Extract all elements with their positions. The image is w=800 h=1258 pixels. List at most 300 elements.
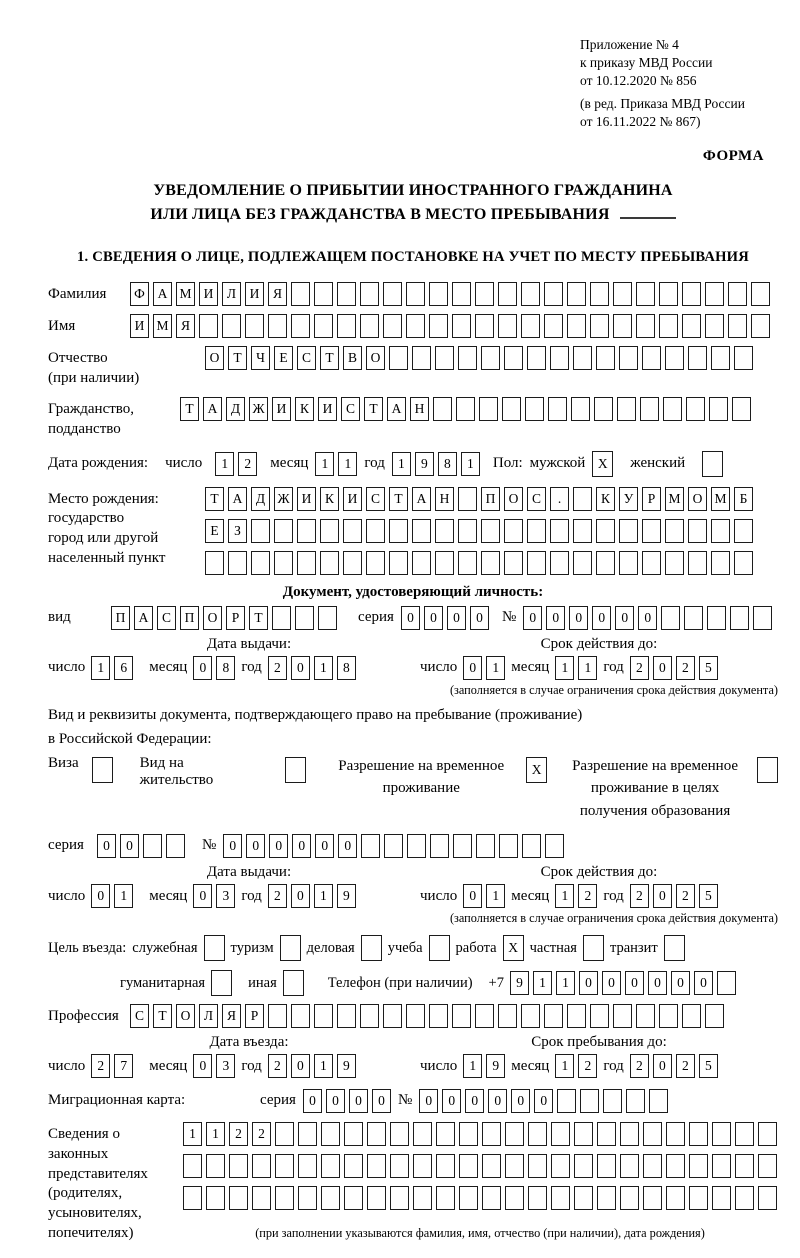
char-cell[interactable]: Т [153,1004,172,1028]
char-cell[interactable] [268,314,287,338]
char-cell[interactable] [732,397,751,421]
char-cell[interactable] [291,1004,310,1028]
char-cell[interactable]: 0 [569,606,588,630]
char-cell[interactable] [206,1186,225,1210]
char-cell[interactable] [314,1004,333,1028]
char-cell[interactable] [525,397,544,421]
char-cell[interactable] [649,1089,668,1113]
char-cell[interactable] [482,1154,501,1178]
char-cell[interactable]: 0 [326,1089,345,1113]
char-cell[interactable]: 2 [630,1054,649,1078]
char-cell[interactable] [642,551,661,575]
char-cell[interactable] [475,1004,494,1028]
char-cell[interactable] [728,282,747,306]
char-cell[interactable] [682,1004,701,1028]
char-cell[interactable]: 5 [699,884,718,908]
char-cell[interactable]: 0 [615,606,634,630]
char-cell[interactable]: 1 [578,656,597,680]
char-cell[interactable] [504,519,523,543]
char-cell[interactable]: 1 [533,971,552,995]
char-cell[interactable] [596,519,615,543]
char-cell[interactable]: Л [199,1004,218,1028]
char-cell[interactable]: О [688,487,707,511]
char-cell[interactable] [452,282,471,306]
char-cell[interactable] [407,834,426,858]
char-cell[interactable]: А [387,397,406,421]
char-cell[interactable] [505,1122,524,1146]
char-cell[interactable]: 0 [653,656,672,680]
char-cell[interactable] [297,551,316,575]
char-cell[interactable] [665,551,684,575]
char-cell[interactable]: 1 [206,1122,225,1146]
char-cell[interactable] [459,1186,478,1210]
char-cell[interactable] [642,346,661,370]
char-cell[interactable] [505,1186,524,1210]
char-cell[interactable] [344,1122,363,1146]
char-cell[interactable] [551,1122,570,1146]
char-cell[interactable] [682,314,701,338]
char-cell[interactable] [620,1154,639,1178]
char-cell[interactable]: 6 [114,656,133,680]
char-cell[interactable] [613,282,632,306]
char-cell[interactable]: 0 [419,1089,438,1113]
char-cell[interactable] [321,1154,340,1178]
char-cell[interactable]: Р [245,1004,264,1028]
char-cell[interactable] [275,1186,294,1210]
char-cell[interactable] [476,834,495,858]
char-cell[interactable] [664,935,685,961]
char-cell[interactable] [295,606,314,630]
char-cell[interactable]: О [366,346,385,370]
char-cell[interactable]: К [295,397,314,421]
char-cell[interactable] [504,551,523,575]
char-cell[interactable]: С [130,1004,149,1028]
char-cell[interactable] [367,1186,386,1210]
char-cell[interactable] [252,1154,271,1178]
char-cell[interactable]: 2 [238,452,257,476]
char-cell[interactable] [557,1089,576,1113]
char-cell[interactable]: Т [228,346,247,370]
char-cell[interactable] [183,1154,202,1178]
char-cell[interactable] [689,1122,708,1146]
char-cell[interactable] [571,397,590,421]
char-cell[interactable] [406,1004,425,1028]
char-cell[interactable]: 3 [216,884,235,908]
char-cell[interactable] [291,282,310,306]
char-cell[interactable] [458,519,477,543]
char-cell[interactable]: 2 [578,1054,597,1078]
char-cell[interactable] [344,1186,363,1210]
char-cell[interactable] [337,1004,356,1028]
char-cell[interactable] [452,1004,471,1028]
char-cell[interactable]: Т [389,487,408,511]
char-cell[interactable] [751,282,770,306]
char-cell[interactable]: 0 [193,1054,212,1078]
char-cell[interactable]: Я [222,1004,241,1028]
char-cell[interactable] [298,1122,317,1146]
char-cell[interactable]: Е [274,346,293,370]
char-cell[interactable] [285,757,306,783]
char-cell[interactable] [735,1122,754,1146]
char-cell[interactable]: С [527,487,546,511]
char-cell[interactable]: 8 [216,656,235,680]
char-cell[interactable]: 1 [463,1054,482,1078]
char-cell[interactable]: 1 [314,884,333,908]
char-cell[interactable] [274,519,293,543]
char-cell[interactable] [527,519,546,543]
char-cell[interactable] [251,551,270,575]
char-cell[interactable] [390,1154,409,1178]
char-cell[interactable] [481,346,500,370]
char-cell[interactable]: О [203,606,222,630]
char-cell[interactable] [590,282,609,306]
char-cell[interactable] [751,314,770,338]
char-cell[interactable] [758,1154,777,1178]
char-cell[interactable] [413,1186,432,1210]
char-cell[interactable]: 0 [653,884,672,908]
char-cell[interactable]: С [157,606,176,630]
char-cell[interactable] [734,346,753,370]
char-cell[interactable] [204,935,225,961]
char-cell[interactable]: Ж [249,397,268,421]
char-cell[interactable] [688,346,707,370]
char-cell[interactable]: 7 [114,1054,133,1078]
char-cell[interactable] [613,1004,632,1028]
char-cell[interactable] [361,834,380,858]
char-cell[interactable]: 0 [671,971,690,995]
char-cell[interactable] [548,397,567,421]
char-cell[interactable] [528,1186,547,1210]
char-cell[interactable] [619,519,638,543]
char-cell[interactable] [689,1154,708,1178]
char-cell[interactable] [337,282,356,306]
char-cell[interactable]: 0 [246,834,265,858]
char-cell[interactable] [617,397,636,421]
char-cell[interactable] [367,1154,386,1178]
char-cell[interactable]: 1 [314,1054,333,1078]
char-cell[interactable] [734,551,753,575]
char-cell[interactable] [551,1154,570,1178]
char-cell[interactable] [619,551,638,575]
char-cell[interactable]: Ж [274,487,293,511]
char-cell[interactable]: 0 [91,884,110,908]
char-cell[interactable] [688,519,707,543]
char-cell[interactable] [735,1186,754,1210]
char-cell[interactable]: 0 [442,1089,461,1113]
char-cell[interactable] [590,1004,609,1028]
char-cell[interactable] [498,314,517,338]
char-cell[interactable]: 0 [592,606,611,630]
char-cell[interactable] [283,970,304,996]
char-cell[interactable]: 0 [546,606,565,630]
char-cell[interactable]: И [272,397,291,421]
char-cell[interactable]: Б [734,487,753,511]
char-cell[interactable] [343,519,362,543]
char-cell[interactable]: 0 [465,1089,484,1113]
char-cell[interactable]: 0 [653,1054,672,1078]
char-cell[interactable]: 1 [555,656,574,680]
char-cell[interactable] [707,606,726,630]
char-cell[interactable]: Н [435,487,454,511]
char-cell[interactable] [642,519,661,543]
char-cell[interactable]: О [176,1004,195,1028]
char-cell[interactable]: 1 [555,884,574,908]
char-cell[interactable]: 0 [488,1089,507,1113]
char-cell[interactable] [298,1186,317,1210]
char-cell[interactable] [528,1122,547,1146]
char-cell[interactable] [659,282,678,306]
char-cell[interactable] [603,1089,622,1113]
char-cell[interactable]: Т [320,346,339,370]
char-cell[interactable] [481,519,500,543]
char-cell[interactable]: Я [176,314,195,338]
char-cell[interactable]: 1 [91,656,110,680]
char-cell[interactable] [298,1154,317,1178]
char-cell[interactable] [636,282,655,306]
char-cell[interactable] [475,314,494,338]
char-cell[interactable] [712,1122,731,1146]
char-cell[interactable] [344,1154,363,1178]
char-cell[interactable] [689,1186,708,1210]
char-cell[interactable] [550,519,569,543]
char-cell[interactable]: Т [364,397,383,421]
char-cell[interactable]: 2 [268,884,287,908]
char-cell[interactable] [596,346,615,370]
char-cell[interactable] [383,282,402,306]
char-cell[interactable] [458,487,477,511]
char-cell[interactable] [275,1154,294,1178]
char-cell[interactable] [280,935,301,961]
char-cell[interactable] [711,551,730,575]
char-cell[interactable] [436,1186,455,1210]
char-cell[interactable] [712,1154,731,1178]
char-cell[interactable]: О [504,487,523,511]
char-cell[interactable]: П [180,606,199,630]
char-cell[interactable]: И [343,487,362,511]
char-cell[interactable]: 0 [424,606,443,630]
char-cell[interactable] [433,397,452,421]
char-cell[interactable]: 0 [338,834,357,858]
char-cell[interactable] [626,1089,645,1113]
char-cell[interactable] [251,519,270,543]
char-cell[interactable] [613,314,632,338]
char-cell[interactable] [620,1122,639,1146]
char-cell[interactable] [229,1154,248,1178]
char-cell[interactable] [567,282,586,306]
char-cell[interactable]: Ф [130,282,149,306]
char-cell[interactable]: А [228,487,247,511]
char-cell[interactable]: 2 [268,1054,287,1078]
char-cell[interactable]: И [297,487,316,511]
char-cell[interactable]: 0 [638,606,657,630]
char-cell[interactable] [458,346,477,370]
char-cell[interactable] [199,314,218,338]
char-cell[interactable] [482,1122,501,1146]
char-cell[interactable] [527,346,546,370]
char-cell[interactable] [498,1004,517,1028]
char-cell[interactable] [711,346,730,370]
char-cell[interactable]: X [503,935,524,961]
char-cell[interactable] [574,1186,593,1210]
char-cell[interactable] [574,1122,593,1146]
char-cell[interactable] [758,1186,777,1210]
char-cell[interactable] [453,834,472,858]
char-cell[interactable] [636,314,655,338]
char-cell[interactable]: 2 [252,1122,271,1146]
char-cell[interactable] [573,519,592,543]
char-cell[interactable] [429,282,448,306]
char-cell[interactable] [458,551,477,575]
char-cell[interactable] [456,397,475,421]
char-cell[interactable] [274,551,293,575]
char-cell[interactable]: А [134,606,153,630]
char-cell[interactable]: 0 [303,1089,322,1113]
char-cell[interactable] [522,834,541,858]
char-cell[interactable] [734,519,753,543]
char-cell[interactable]: М [665,487,684,511]
char-cell[interactable] [383,314,402,338]
char-cell[interactable] [573,551,592,575]
char-cell[interactable] [730,606,749,630]
char-cell[interactable] [166,834,185,858]
char-cell[interactable]: В [343,346,362,370]
char-cell[interactable] [459,1122,478,1146]
char-cell[interactable]: 1 [555,1054,574,1078]
char-cell[interactable] [429,314,448,338]
char-cell[interactable]: 1 [392,452,411,476]
char-cell[interactable] [643,1154,662,1178]
char-cell[interactable]: 1 [215,452,234,476]
char-cell[interactable] [596,551,615,575]
char-cell[interactable] [143,834,162,858]
char-cell[interactable]: А [203,397,222,421]
char-cell[interactable] [321,1122,340,1146]
char-cell[interactable] [252,1186,271,1210]
char-cell[interactable]: 0 [648,971,667,995]
char-cell[interactable] [314,282,333,306]
char-cell[interactable] [702,451,723,477]
char-cell[interactable] [728,314,747,338]
char-cell[interactable] [229,1186,248,1210]
char-cell[interactable]: 0 [372,1089,391,1113]
char-cell[interactable] [620,1186,639,1210]
char-cell[interactable] [272,606,291,630]
char-cell[interactable] [544,1004,563,1028]
char-cell[interactable] [665,519,684,543]
char-cell[interactable] [527,551,546,575]
char-cell[interactable]: 0 [579,971,598,995]
char-cell[interactable] [666,1154,685,1178]
char-cell[interactable] [521,314,540,338]
char-cell[interactable]: 0 [694,971,713,995]
char-cell[interactable] [183,1186,202,1210]
char-cell[interactable] [436,1122,455,1146]
char-cell[interactable]: 1 [486,884,505,908]
char-cell[interactable] [758,1122,777,1146]
char-cell[interactable]: П [481,487,500,511]
char-cell[interactable] [361,935,382,961]
char-cell[interactable]: 0 [223,834,242,858]
char-cell[interactable] [412,346,431,370]
char-cell[interactable] [643,1186,662,1210]
char-cell[interactable]: 0 [269,834,288,858]
char-cell[interactable]: П [111,606,130,630]
char-cell[interactable]: 8 [337,656,356,680]
char-cell[interactable] [504,346,523,370]
char-cell[interactable]: 0 [463,884,482,908]
char-cell[interactable] [663,397,682,421]
char-cell[interactable]: 2 [578,884,597,908]
char-cell[interactable] [661,606,680,630]
char-cell[interactable] [412,519,431,543]
char-cell[interactable] [567,314,586,338]
char-cell[interactable]: 1 [183,1122,202,1146]
char-cell[interactable] [705,282,724,306]
char-cell[interactable]: И [130,314,149,338]
char-cell[interactable] [619,346,638,370]
char-cell[interactable] [659,1004,678,1028]
char-cell[interactable] [583,935,604,961]
char-cell[interactable]: 2 [676,1054,695,1078]
char-cell[interactable] [574,1154,593,1178]
char-cell[interactable] [389,551,408,575]
char-cell[interactable]: X [592,451,613,477]
char-cell[interactable]: 2 [91,1054,110,1078]
char-cell[interactable]: И [318,397,337,421]
char-cell[interactable]: 1 [556,971,575,995]
char-cell[interactable] [550,551,569,575]
char-cell[interactable]: Р [226,606,245,630]
char-cell[interactable] [580,1089,599,1113]
char-cell[interactable] [753,606,772,630]
char-cell[interactable]: 0 [625,971,644,995]
char-cell[interactable] [413,1154,432,1178]
char-cell[interactable] [389,519,408,543]
char-cell[interactable]: 3 [216,1054,235,1078]
char-cell[interactable]: 9 [337,1054,356,1078]
char-cell[interactable] [479,397,498,421]
char-cell[interactable] [567,1004,586,1028]
char-cell[interactable]: 1 [314,656,333,680]
char-cell[interactable] [717,971,736,995]
char-cell[interactable]: 0 [315,834,334,858]
char-cell[interactable] [475,282,494,306]
char-cell[interactable]: Т [249,606,268,630]
char-cell[interactable] [705,314,724,338]
char-cell[interactable] [452,314,471,338]
char-cell[interactable]: 0 [120,834,139,858]
char-cell[interactable]: 5 [699,656,718,680]
char-cell[interactable]: Р [642,487,661,511]
char-cell[interactable] [321,1186,340,1210]
char-cell[interactable] [597,1186,616,1210]
char-cell[interactable]: 0 [602,971,621,995]
char-cell[interactable]: М [176,282,195,306]
char-cell[interactable] [390,1186,409,1210]
char-cell[interactable] [406,314,425,338]
char-cell[interactable] [502,397,521,421]
char-cell[interactable]: 0 [534,1089,553,1113]
char-cell[interactable]: Д [226,397,245,421]
char-cell[interactable]: К [320,487,339,511]
char-cell[interactable]: 0 [511,1089,530,1113]
char-cell[interactable] [228,551,247,575]
char-cell[interactable] [360,314,379,338]
char-cell[interactable]: 0 [349,1089,368,1113]
char-cell[interactable] [499,834,518,858]
char-cell[interactable]: 2 [676,884,695,908]
char-cell[interactable] [343,551,362,575]
